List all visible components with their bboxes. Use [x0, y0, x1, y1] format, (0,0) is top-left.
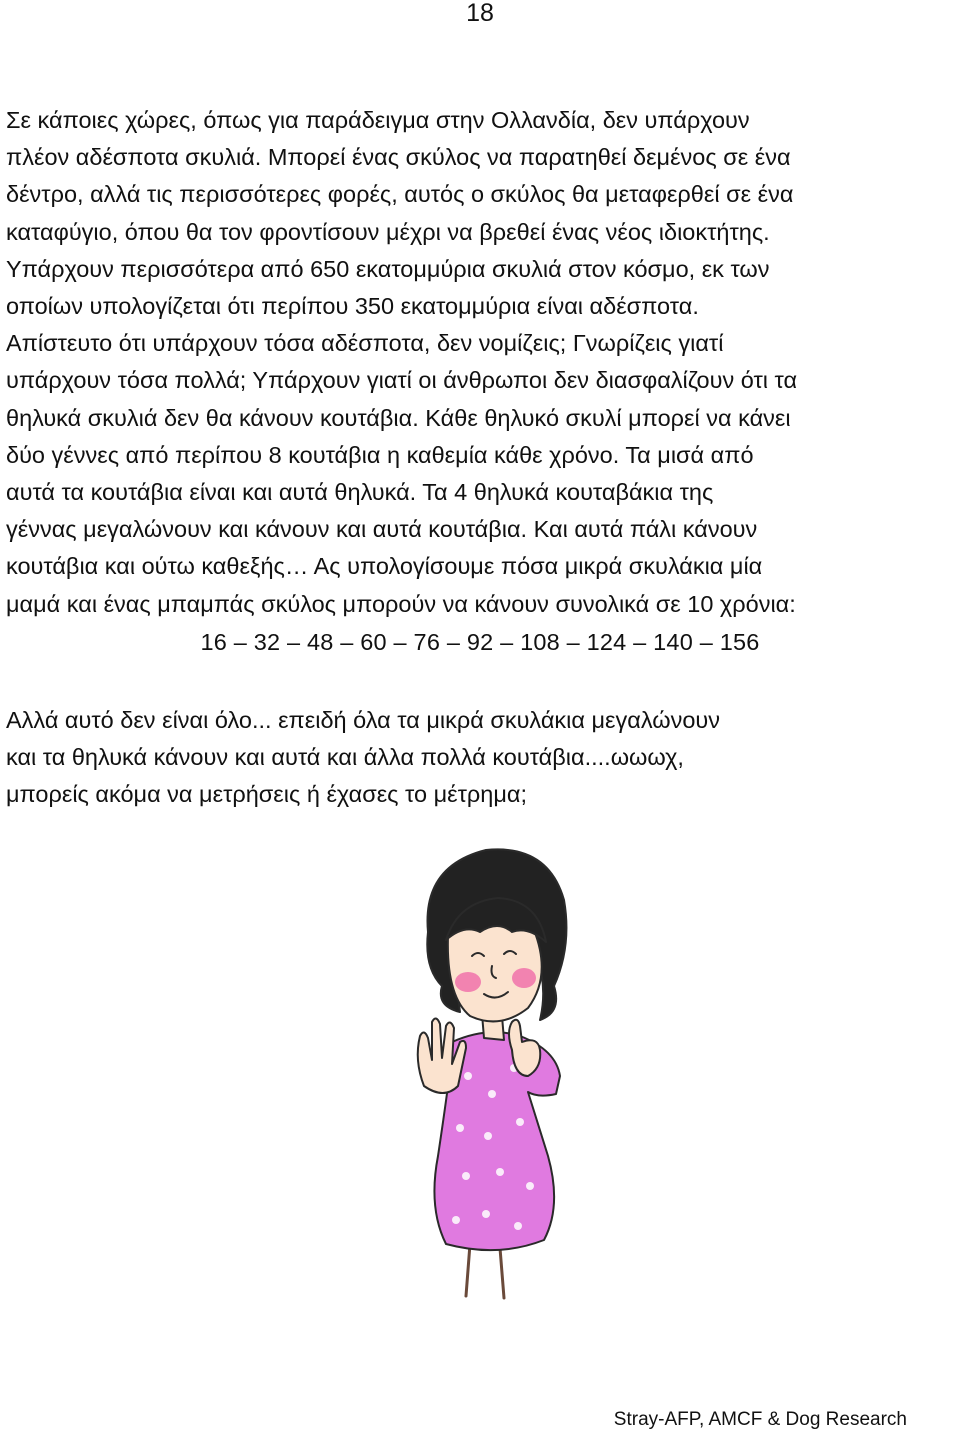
text-line: αυτά τα κουτάβια είναι και αυτά θηλυκά. Τα 4 θηλυκά κουταβάκια της — [6, 479, 714, 506]
text-line: Αλλά αυτό δεν είναι όλο... επειδή όλα τα μικρά σκυλάκια μεγαλώνουν — [6, 707, 721, 733]
girl-illustration — [388, 836, 628, 1304]
text-line: και τα θηλυκά κάνουν και αυτά και άλλα πολλά κουτάβια....ωωωχ, — [6, 744, 684, 771]
text-line: δύο γέννες από περίπου 8 κουτάβια η καθεμία κάθε χρόνο. Τα μισά από — [6, 441, 754, 468]
text-line: δέντρο, αλλά τις περισσότερες φορές, αυτός ο σκύλος θα μεταφερθεί σε ένα — [6, 181, 794, 208]
page-number: 18 — [466, 0, 494, 27]
text-line: πλέον αδέσποτα σκυλιά. Μπορεί ένας σκύλος να παρατηθεί δεμένος σε ένα — [6, 144, 791, 171]
paragraph-stray-dogs — [6, 102, 797, 623]
text-line: μπορείς ακόμα να μετρήσεις ή έχασες το μέτρημα; — [6, 781, 527, 808]
text-line: καταφύγιο, όπου θα τον φροντίσουν μέχρι να βρεθεί ένας νέος ιδιοκτήτης. — [6, 218, 770, 245]
text-line: κουτάβια και ούτω καθεξής… Ας υπολογίσουμε πόσα μικρά σκυλάκια μία — [6, 553, 763, 580]
text-line: μαμά και ένας μπαμπάς σκύλος μπορούν να κάνουν συνολικά σε 10 χρόνια: — [6, 590, 796, 617]
girl-left-hand — [418, 1018, 466, 1093]
text-line: Υπάρχουν περισσότερα από 650 εκατομμύρια σκυλιά στον κόσμο, εκ των — [6, 255, 770, 282]
paragraph-counting — [6, 702, 720, 814]
text-line: Σε κάποιες χώρες, όπως για παράδειγμα στην Ολλανδία, δεν υπάρχουν — [6, 107, 750, 133]
text-line: Απίστευτο ότι υπάρχουν τόσα αδέσποτα, δεν νομίζεις; Γνωρίζεις γιατί — [6, 330, 724, 357]
text-line: γέννας μεγαλώνουν και κάνουν και αυτά κουτάβια. Και αυτά πάλι κάνουν — [6, 516, 758, 543]
text-line: υπάρχουν τόσα πολλά; Υπάρχουν γιατί οι άνθρωποι δεν διασφαλίζουν ότι τα — [6, 367, 798, 394]
text-line: θηλυκά σκυλιά δεν θα κάνουν κουτάβια. Κάθε θηλυκό σκυλί μπορεί να κάνει — [6, 404, 791, 431]
text-line: οποίων υπολογίζεται ότι περίπου 350 εκατομμύρια είναι αδέσποτα. — [6, 293, 699, 320]
footer-credit: Stray-AFP, AMCF & Dog Research — [613, 1409, 907, 1430]
girl-legs — [466, 1244, 504, 1298]
puppy-count-sequence: 16 – 32 – 48 – 60 – 76 – 92 – 108 – 124 – 140 – 156 — [200, 629, 760, 655]
